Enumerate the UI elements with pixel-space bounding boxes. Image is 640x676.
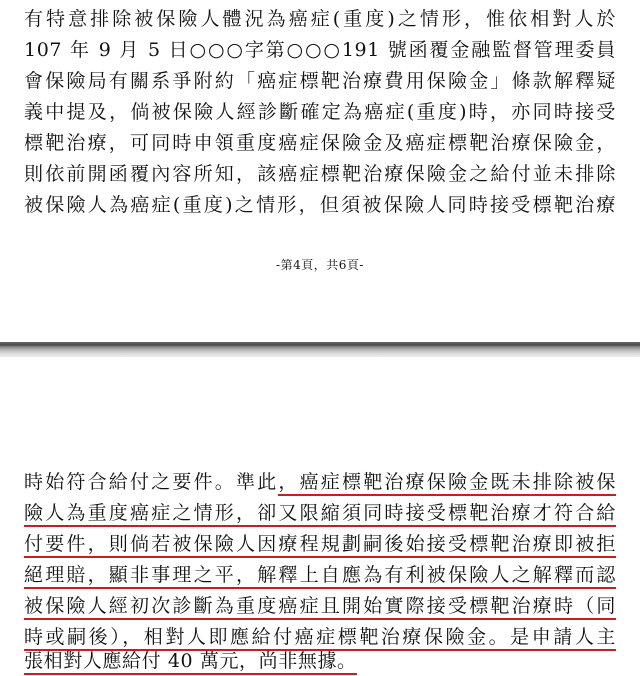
text-line: 有特意排除被保險人體況為癌症(重度)之情形，惟依相對人於 <box>24 8 616 30</box>
underlined-text-line <box>24 564 616 590</box>
underlined-text-line <box>24 533 616 559</box>
underlined-text: 被保險人經初次診斷為重度癌症且開始實際接受標靶治療時（同 <box>24 595 616 620</box>
plain-text: 時始符合給付之要件。準此 <box>24 471 279 493</box>
text-line: 則依前開函覆內容所知，該癌症標靶治療保險金之給付並未排除 <box>24 163 616 185</box>
text-line: 標靶治療，可同時申領重度癌症保險金及癌症標靶治療保險金， <box>24 132 616 154</box>
page-separator <box>0 342 640 357</box>
text-line: 107 年 9 月 5 日○○○字第○○○191 號函覆金融監督管理委員 <box>24 39 616 61</box>
underlined-text: 付要件，則倘若被保險人因療程規劃嗣後始接受標靶治療即被拒 <box>24 533 616 558</box>
underlined-text-line <box>24 595 616 621</box>
text-line <box>24 471 616 497</box>
document-page-5 <box>0 357 640 676</box>
text-line: 被保險人為癌症(重度)之情形，但須被保險人同時接受標靶治療 <box>24 194 616 216</box>
underlined-text: 險人為重度癌症之情形，卻又限縮須同時接受標靶治療才符合給 <box>24 502 616 527</box>
underlined-text: 時或嗣後），相對人即應給付癌症標靶治療保險金。是申請人主 <box>24 626 616 651</box>
text-line: 會保險局有關系爭附約「癌症標靶治療費用保險金」條款解釋疑 <box>24 70 616 92</box>
underlined-text-line <box>24 502 616 528</box>
underlined-text: 張相對人應給付 40 萬元，尚非無據。 <box>24 650 357 675</box>
underlined-text: ，癌症標靶治療保險金既未排除被保 <box>278 471 616 496</box>
underlined-text: 絕理賠，顯非事理之平，解釋上自應為有利被保險人之解釋而認 <box>24 564 616 589</box>
page-number-footer: -第4頁，共6頁- <box>276 258 364 272</box>
underlined-text-line <box>24 650 616 676</box>
underlined-text-line <box>24 626 616 652</box>
text-line: 義中提及，倘被保險人經診斷確定為癌症(重度)時，亦同時接受 <box>24 101 616 123</box>
